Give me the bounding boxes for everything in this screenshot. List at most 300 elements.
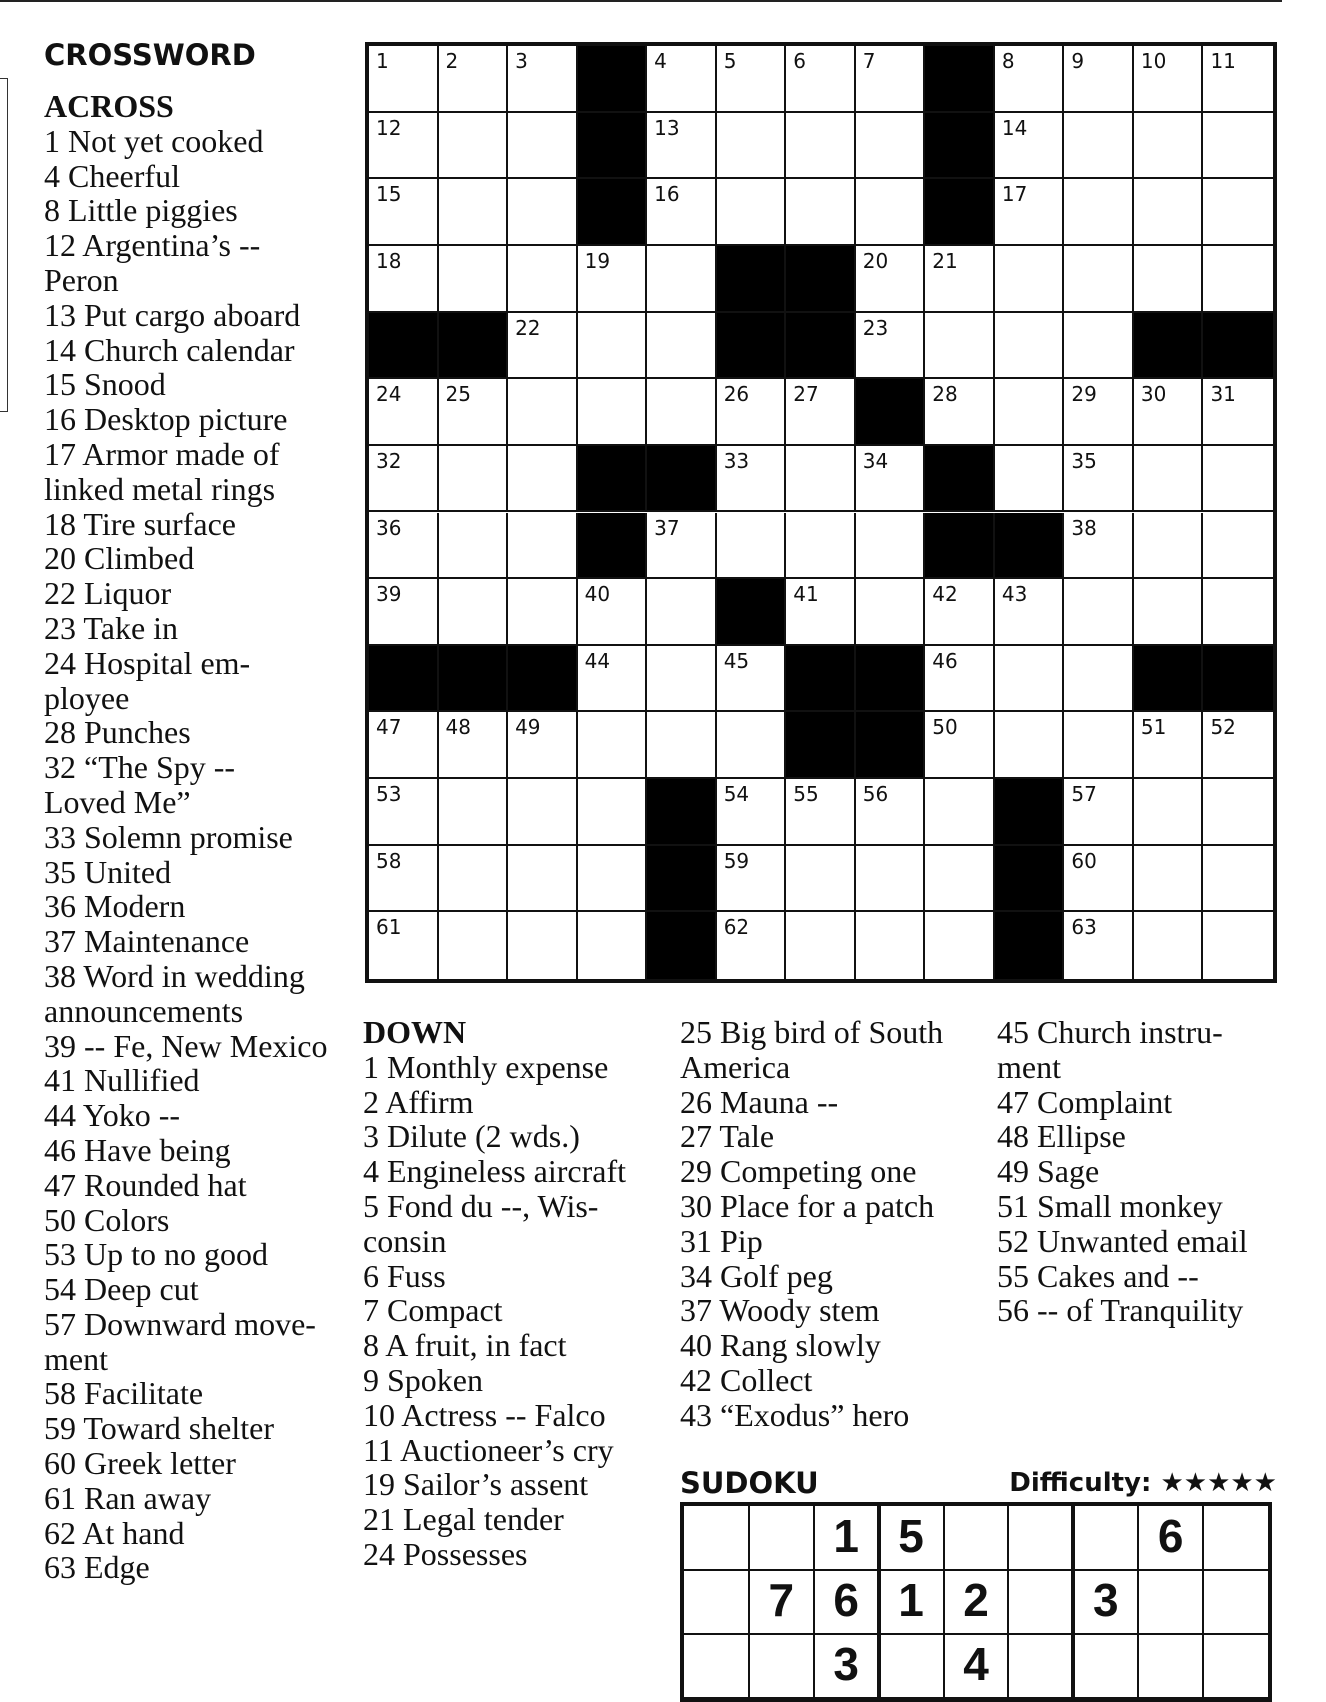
grid-cell[interactable]	[717, 513, 787, 580]
sudoku-cell[interactable]	[1203, 1570, 1268, 1634]
grid-cell[interactable]	[1134, 513, 1204, 580]
clue-line: 38 Word in wedding	[44, 957, 305, 994]
grid-cell[interactable]	[369, 113, 439, 180]
grid-cell[interactable]	[856, 113, 926, 180]
grid-cell[interactable]	[995, 179, 1065, 246]
sudoku-cell[interactable]: 5	[898, 1510, 924, 1562]
grid-cell-black	[578, 513, 648, 580]
top-rule	[0, 0, 1282, 2]
sudoku-cell[interactable]	[1138, 1570, 1203, 1634]
grid-cell[interactable]	[1134, 446, 1204, 513]
cell-number: 33	[723, 448, 750, 473]
grid-cell[interactable]	[1203, 246, 1273, 313]
sudoku-difficulty: Difficulty: ★★★★★	[1009, 1468, 1277, 1498]
grid-cell[interactable]	[508, 912, 578, 979]
grid-cell[interactable]	[369, 779, 439, 846]
sudoku-cell[interactable]: 3	[1092, 1574, 1119, 1626]
grid-cell[interactable]	[1064, 579, 1134, 646]
grid-cell[interactable]	[1203, 46, 1273, 113]
cell-number: 28	[932, 382, 958, 407]
clue-line: 37 Maintenance	[44, 923, 250, 960]
sudoku-cell[interactable]	[1008, 1634, 1073, 1698]
sudoku-cell[interactable]	[1073, 1634, 1138, 1698]
grid-cell[interactable]	[369, 46, 439, 113]
clue-line: America	[680, 1048, 791, 1085]
grid-cell[interactable]	[508, 46, 578, 113]
cell-number: 18	[376, 248, 402, 273]
cell-number: 21	[932, 248, 958, 273]
sudoku-cell[interactable]: 7	[768, 1574, 795, 1626]
grid-cell-black	[1203, 646, 1273, 713]
grid-cell[interactable]	[995, 646, 1065, 713]
sudoku-cell[interactable]	[684, 1634, 749, 1698]
clue-line: 33 Solemn promise	[44, 818, 293, 855]
grid-cell[interactable]	[1064, 513, 1134, 580]
clue-line: 16 Desktop picture	[44, 401, 288, 438]
cell-number: 24	[376, 382, 402, 407]
clue-line: 57 Downward move-	[44, 1305, 316, 1342]
grid-cell[interactable]	[1203, 179, 1273, 246]
grid-cell[interactable]	[578, 379, 648, 446]
clue-line: 54 Deep cut	[44, 1271, 199, 1308]
grid-cell[interactable]	[578, 779, 648, 846]
cell-number: 49	[515, 715, 541, 740]
grid-cell[interactable]	[369, 513, 439, 580]
cell-number: 63	[1071, 915, 1097, 940]
sudoku-cell[interactable]	[879, 1634, 944, 1698]
cell-number: 10	[1140, 49, 1167, 73]
cell-number: 53	[376, 782, 402, 807]
cell-number: 8	[1001, 49, 1015, 73]
grid-cell[interactable]	[439, 46, 509, 113]
grid-cell[interactable]	[439, 379, 509, 446]
cell-number: 45	[723, 648, 750, 673]
grid-cell[interactable]	[925, 646, 995, 713]
grid-cell[interactable]	[786, 379, 856, 446]
grid-cell[interactable]	[439, 779, 509, 846]
grid-cell[interactable]	[1134, 912, 1204, 979]
clue-line: 43 “Exodus” hero	[680, 1396, 910, 1433]
grid-cell-black	[786, 313, 856, 380]
sudoku-cell[interactable]: 6	[1157, 1510, 1184, 1562]
cell-number: 44	[584, 648, 611, 673]
grid-cell-black	[578, 179, 648, 246]
grid-cell[interactable]	[786, 912, 856, 979]
grid-cell[interactable]	[439, 579, 509, 646]
clue-line: Loved Me”	[44, 783, 191, 820]
sudoku-cell[interactable]: 2	[963, 1574, 989, 1626]
clue-line: 23 Take in	[44, 609, 179, 646]
cell-number: 13	[654, 115, 680, 140]
grid-cell[interactable]	[786, 513, 856, 580]
clue-line: 4 Cheerful	[44, 157, 180, 194]
crossword-grid	[365, 42, 1277, 983]
cell-number: 23	[862, 315, 889, 340]
clue-line: 18 Tire surface	[44, 505, 236, 542]
clue-line: announcements	[44, 992, 244, 1029]
grid-cell[interactable]	[369, 379, 439, 446]
grid-cell[interactable]	[1203, 579, 1273, 646]
down-clues-col1	[363, 1015, 653, 1572]
cell-number: 2	[445, 49, 459, 73]
cell-number: 25	[445, 382, 471, 407]
down-clues-col2	[680, 1015, 980, 1433]
grid-cell[interactable]	[439, 513, 509, 580]
grid-cell[interactable]	[856, 579, 926, 646]
clue-line: linked metal rings	[44, 470, 276, 507]
grid-cell[interactable]	[717, 846, 787, 913]
sudoku-cell[interactable]	[1138, 1634, 1203, 1698]
grid-cell[interactable]	[1134, 846, 1204, 913]
clue-line: 20 Climbed	[44, 540, 195, 577]
clue-line: 60 Greek letter	[44, 1445, 236, 1482]
clue-line: Peron	[44, 261, 119, 298]
grid-cell[interactable]	[578, 912, 648, 979]
grid-cell[interactable]	[925, 579, 995, 646]
grid-cell[interactable]	[925, 379, 995, 446]
cell-number: 46	[932, 648, 958, 673]
grid-cell[interactable]	[1203, 379, 1273, 446]
sudoku-cell[interactable]	[1073, 1506, 1138, 1570]
cell-number: 1	[376, 49, 389, 73]
grid-cell[interactable]	[995, 579, 1065, 646]
cell-number: 3	[515, 49, 528, 73]
cell-number: 37	[654, 515, 680, 540]
grid-cell[interactable]	[925, 712, 995, 779]
grid-cell[interactable]	[1203, 113, 1273, 180]
grid-cell[interactable]	[1134, 179, 1204, 246]
grid-cell[interactable]	[1203, 846, 1273, 913]
grid-cell[interactable]	[508, 379, 578, 446]
grid-cell[interactable]	[856, 446, 926, 513]
cell-number: 29	[1071, 382, 1097, 407]
grid-cell[interactable]	[786, 579, 856, 646]
grid-cell[interactable]	[856, 912, 926, 979]
clue-line: 42 Collect	[680, 1361, 813, 1398]
sudoku-cell[interactable]: 1	[898, 1574, 924, 1626]
grid-cell[interactable]	[578, 712, 648, 779]
grid-cell-black	[439, 313, 509, 380]
grid-cell[interactable]	[786, 779, 856, 846]
clue-line: 3 Dilute (2 wds.)	[363, 1118, 580, 1155]
grid-cell[interactable]	[856, 246, 926, 313]
sudoku-cell[interactable]	[749, 1506, 814, 1570]
grid-cell[interactable]	[995, 246, 1065, 313]
grid-cell[interactable]	[786, 846, 856, 913]
clue-line: 1 Monthly expense	[363, 1048, 609, 1085]
grid-cell[interactable]	[439, 912, 509, 979]
grid-cell-black	[508, 646, 578, 713]
cell-number: 41	[793, 582, 819, 607]
grid-cell[interactable]	[508, 846, 578, 913]
grid-cell[interactable]	[1064, 846, 1134, 913]
sudoku-cell[interactable]	[944, 1506, 1009, 1570]
grid-cell[interactable]	[1203, 513, 1273, 580]
grid-cell[interactable]	[439, 712, 509, 779]
sudoku-cell[interactable]: 1	[833, 1510, 859, 1562]
cell-number: 48	[445, 715, 471, 740]
grid-cell[interactable]	[1134, 246, 1204, 313]
clue-line: 50 Colors	[44, 1201, 170, 1238]
grid-cell[interactable]	[786, 446, 856, 513]
grid-cell[interactable]	[717, 179, 787, 246]
clue-line: 61 Ran away	[44, 1479, 212, 1516]
cell-number: 6	[793, 49, 806, 73]
grid-cell[interactable]	[856, 179, 926, 246]
clue-line: 35 United	[44, 853, 172, 890]
grid-cell[interactable]	[369, 846, 439, 913]
grid-cell[interactable]	[578, 646, 648, 713]
grid-cell[interactable]	[1134, 579, 1204, 646]
grid-cell[interactable]	[1203, 446, 1273, 513]
grid-cell-black	[925, 113, 995, 180]
sudoku-cell[interactable]	[1008, 1570, 1073, 1634]
grid-cell[interactable]	[508, 712, 578, 779]
cell-number: 32	[376, 448, 402, 473]
cell-number: 59	[723, 848, 750, 873]
grid-cell[interactable]	[439, 446, 509, 513]
sudoku-cell[interactable]: 3	[833, 1638, 859, 1690]
cell-number: 35	[1071, 448, 1097, 473]
grid-cell[interactable]	[508, 579, 578, 646]
grid-cell[interactable]	[1064, 313, 1134, 380]
grid-cell[interactable]	[369, 712, 439, 779]
grid-cell-black	[1203, 313, 1273, 380]
clue-line: 13 Put cargo aboard	[44, 296, 301, 333]
page-edge-decoration	[0, 78, 8, 412]
grid-cell[interactable]	[995, 46, 1065, 113]
cell-number: 52	[1210, 715, 1236, 740]
grid-cell[interactable]	[1134, 712, 1204, 779]
grid-cell[interactable]	[439, 179, 509, 246]
grid-cell[interactable]	[369, 579, 439, 646]
clue-line: ployee	[44, 679, 130, 716]
grid-cell[interactable]	[717, 912, 787, 979]
cell-number: 61	[376, 915, 402, 940]
grid-cell-black	[578, 446, 648, 513]
sudoku-cell[interactable]	[684, 1506, 749, 1570]
grid-cell[interactable]	[786, 179, 856, 246]
clue-line: 12 Argentina’s --	[44, 227, 261, 264]
grid-cell[interactable]	[1134, 46, 1204, 113]
clue-line: 62 At hand	[44, 1514, 185, 1551]
grid-cell[interactable]	[717, 779, 787, 846]
clue-line: 44 Yoko --	[44, 1097, 181, 1134]
grid-cell[interactable]	[508, 179, 578, 246]
cell-number: 11	[1210, 49, 1236, 73]
grid-cell-black	[856, 646, 926, 713]
grid-cell[interactable]	[647, 579, 717, 646]
cell-number: 57	[1071, 782, 1097, 807]
clue-line: 40 Rang slowly	[680, 1327, 881, 1364]
cell-number: 39	[376, 582, 402, 607]
grid-cell[interactable]	[647, 113, 717, 180]
clue-line: 39 -- Fe, New Mexico	[44, 1027, 328, 1064]
grid-cell[interactable]	[508, 313, 578, 380]
clue-line: 19 Sailor’s assent	[363, 1466, 589, 1503]
grid-cell[interactable]	[508, 446, 578, 513]
grid-cell-black	[647, 446, 717, 513]
grid-cell[interactable]	[1064, 446, 1134, 513]
sudoku-cell[interactable]	[1008, 1506, 1073, 1570]
grid-cell[interactable]	[717, 113, 787, 180]
grid-cell[interactable]	[578, 313, 648, 380]
grid-cell-black	[578, 46, 648, 113]
grid-cell[interactable]	[925, 846, 995, 913]
clue-line: 14 Church calendar	[44, 331, 295, 368]
cell-number: 14	[1001, 115, 1028, 140]
grid-cell[interactable]	[439, 846, 509, 913]
grid-cell[interactable]	[439, 113, 509, 180]
grid-cell[interactable]	[925, 313, 995, 380]
grid-cell[interactable]	[647, 246, 717, 313]
sudoku-cell[interactable]: 4	[963, 1638, 989, 1690]
grid-cell[interactable]	[578, 246, 648, 313]
cell-number: 16	[654, 182, 680, 207]
grid-cell[interactable]	[1064, 912, 1134, 979]
clue-line: 48 Ellipse	[997, 1118, 1126, 1155]
clue-line: 58 Facilitate	[44, 1375, 204, 1412]
grid-cell[interactable]	[578, 579, 648, 646]
clue-line: 1 Not yet cooked	[44, 122, 264, 159]
grid-cell[interactable]	[1064, 179, 1134, 246]
grid-cell[interactable]	[925, 912, 995, 979]
grid-cell[interactable]	[647, 646, 717, 713]
grid-cell[interactable]	[369, 912, 439, 979]
grid-cell[interactable]	[995, 313, 1065, 380]
grid-cell[interactable]	[1203, 779, 1273, 846]
cell-number: 50	[932, 715, 958, 740]
grid-cell[interactable]	[369, 446, 439, 513]
grid-cell[interactable]	[856, 46, 926, 113]
grid-cell[interactable]	[369, 179, 439, 246]
cell-number: 4	[654, 49, 667, 73]
cell-number: 20	[862, 248, 889, 273]
grid-cell[interactable]	[717, 646, 787, 713]
grid-cell[interactable]	[717, 379, 787, 446]
clue-line: 26 Mauna --	[680, 1083, 839, 1120]
clue-line: 45 Church instru-	[997, 1014, 1223, 1050]
grid-cell-black	[786, 646, 856, 713]
clue-line: 55 Cakes and --	[997, 1257, 1199, 1294]
clue-line: 63 Edge	[44, 1549, 150, 1586]
grid-cell[interactable]	[647, 712, 717, 779]
cell-number: 51	[1140, 715, 1167, 740]
cell-number: 38	[1071, 515, 1097, 540]
grid-cell[interactable]	[508, 779, 578, 846]
grid-cell[interactable]	[786, 113, 856, 180]
clue-line: 32 “The Spy --	[44, 749, 236, 786]
grid-cell[interactable]	[995, 446, 1065, 513]
grid-cell[interactable]	[1134, 779, 1204, 846]
grid-cell[interactable]	[856, 513, 926, 580]
clue-line: 47 Rounded hat	[44, 1166, 247, 1203]
grid-cell[interactable]	[995, 712, 1065, 779]
grid-cell-black	[647, 912, 717, 979]
clue-line: 8 Little piggies	[44, 192, 238, 229]
grid-cell[interactable]	[647, 379, 717, 446]
grid-cell[interactable]	[856, 846, 926, 913]
cell-number: 60	[1071, 848, 1097, 873]
grid-cell[interactable]	[578, 846, 648, 913]
grid-cell[interactable]	[1064, 779, 1134, 846]
clue-line: 15 Snood	[44, 366, 166, 403]
cell-number: 17	[1001, 182, 1028, 207]
sudoku-cell[interactable]	[1203, 1634, 1268, 1698]
clue-line: 56 -- of Tranquility	[997, 1292, 1244, 1329]
clue-line: 8 A fruit, in fact	[363, 1327, 567, 1364]
grid-cell[interactable]	[1064, 46, 1134, 113]
grid-cell-black	[995, 779, 1065, 846]
grid-cell-black	[369, 313, 439, 380]
grid-cell[interactable]	[1203, 912, 1273, 979]
grid-cell[interactable]	[995, 113, 1065, 180]
grid-cell[interactable]	[1064, 712, 1134, 779]
clue-line: 9 Spoken	[363, 1361, 483, 1398]
grid-cell[interactable]	[1064, 646, 1134, 713]
grid-cell[interactable]	[508, 513, 578, 580]
grid-cell-black	[578, 113, 648, 180]
grid-cell[interactable]	[1064, 113, 1134, 180]
sudoku-cell[interactable]	[1203, 1506, 1268, 1570]
clue-line: 7 Compact	[363, 1292, 503, 1329]
sudoku-cell[interactable]	[749, 1634, 814, 1698]
grid-cell[interactable]	[1064, 379, 1134, 446]
grid-cell[interactable]	[1203, 712, 1273, 779]
grid-cell[interactable]	[508, 113, 578, 180]
grid-cell[interactable]	[925, 246, 995, 313]
sudoku-cell[interactable]	[684, 1570, 749, 1634]
clue-line: 47 Complaint	[997, 1083, 1173, 1120]
grid-cell[interactable]	[439, 246, 509, 313]
clue-line: 24 Possesses	[363, 1535, 528, 1572]
grid-cell[interactable]	[717, 46, 787, 113]
clue-line: 4 Engineless aircraft	[363, 1153, 626, 1190]
across-clues	[44, 89, 344, 1585]
clue-line: 2 Affirm	[363, 1083, 474, 1120]
clue-line: 6 Fuss	[363, 1257, 446, 1294]
grid-cell[interactable]	[856, 313, 926, 380]
clue-line: 17 Armor made of	[44, 435, 280, 472]
clue-line: 27 Tale	[680, 1118, 775, 1155]
grid-cell[interactable]	[1134, 113, 1204, 180]
cell-number: 62	[723, 915, 750, 940]
grid-cell[interactable]	[508, 246, 578, 313]
sudoku-cell[interactable]: 6	[833, 1574, 859, 1626]
cell-number: 47	[376, 715, 402, 740]
grid-cell[interactable]	[647, 313, 717, 380]
grid-cell[interactable]	[717, 446, 787, 513]
grid-cell[interactable]	[647, 46, 717, 113]
grid-cell[interactable]	[1134, 379, 1204, 446]
grid-cell-black	[925, 446, 995, 513]
grid-cell[interactable]	[856, 779, 926, 846]
grid-cell[interactable]	[786, 46, 856, 113]
grid-cell[interactable]	[647, 179, 717, 246]
grid-cell[interactable]	[1064, 246, 1134, 313]
cell-number: 42	[932, 582, 958, 607]
grid-cell[interactable]	[925, 779, 995, 846]
grid-cell-black	[856, 379, 926, 446]
grid-cell-black	[1134, 646, 1204, 713]
grid-cell[interactable]	[717, 712, 787, 779]
cell-number: 15	[376, 182, 402, 207]
grid-cell[interactable]	[647, 513, 717, 580]
cell-number: 58	[376, 848, 402, 873]
grid-cell[interactable]	[369, 246, 439, 313]
cell-number: 30	[1140, 382, 1167, 407]
grid-cell[interactable]	[995, 379, 1065, 446]
